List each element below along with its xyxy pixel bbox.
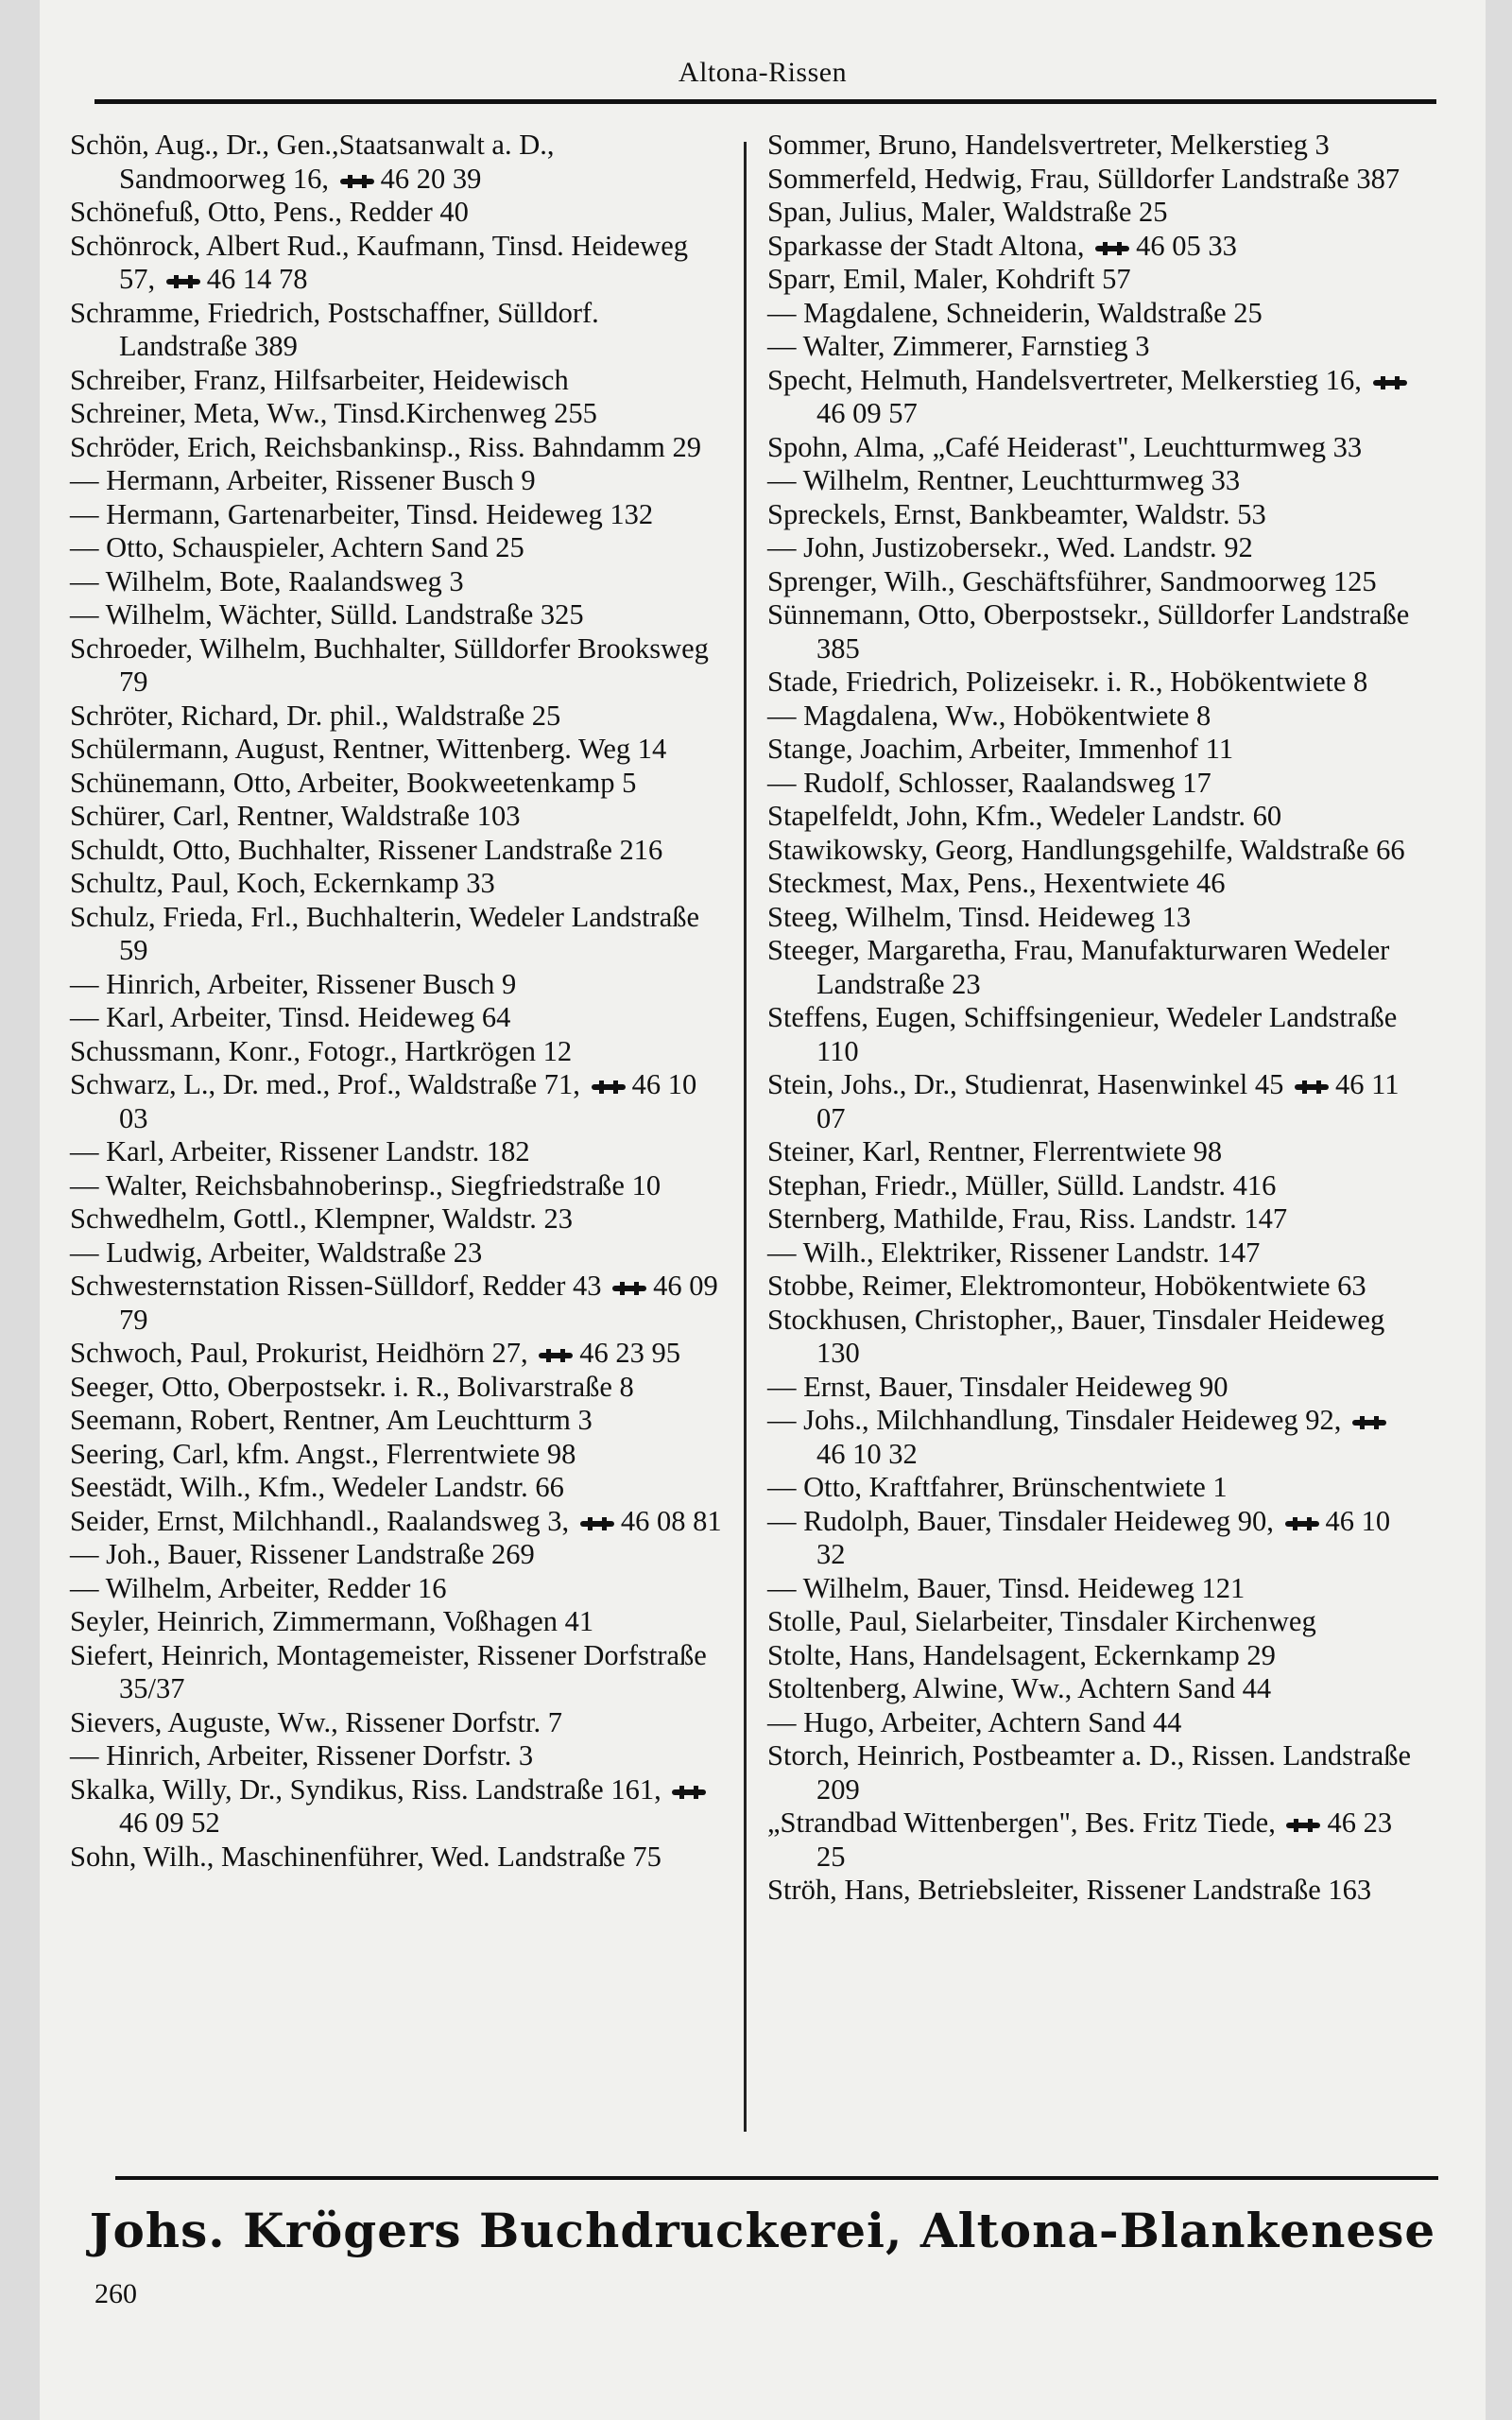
directory-entry: — Wilhelm, Wächter, Sülld. Landstraße 325 — [70, 598, 584, 631]
directory-entry: Skalka, Willy, Dr., Syndikus, Riss. Landstraße 161, 46 09 52 — [70, 1773, 722, 1841]
directory-entry: Sünnemann, Otto, Oberpostsekr., Sülldorfer Landstraße 385 — [767, 598, 1410, 665]
directory-entry: Sommer, Bruno, Handelsvertreter, Melkerstieg 3 — [767, 129, 1330, 161]
directory-entry: — John, Justizobersekr., Wed. Landstr. 92 — [767, 531, 1253, 563]
directory-entry: Ströh, Hans, Betriebsleiter, Rissener Landstraße 163 — [767, 1874, 1372, 1906]
directory-entry: Span, Julius, Maler, Waldstraße 25 — [767, 196, 1168, 228]
directory-entry: — Wilhelm, Bote, Raalandsweg 3 — [70, 564, 464, 597]
directory-entry: — Wilhelm, Rentner, Leuchtturmweg 33 — [767, 464, 1241, 496]
right-column — [767, 129, 1419, 1908]
directory-entry: — Magdalena, Ww., Hobökentwiete 8 — [767, 699, 1211, 732]
column-divider — [744, 142, 747, 2132]
directory-entry: Stange, Joachim, Arbeiter, Immenhof 11 — [767, 733, 1234, 765]
directory-entry: Stephan, Friedr., Müller, Sülld. Landstr. 416 — [767, 1168, 1277, 1201]
directory-entry: Stawikowsky, Georg, Handlungsgehilfe, Waldstraße 66 — [767, 833, 1405, 866]
telephone-icon — [1295, 1080, 1329, 1094]
directory-entry: Storch, Heinrich, Postbeamter a. D., Rissen. Landstraße 209 — [767, 1739, 1412, 1806]
footer-rule — [115, 2176, 1438, 2180]
directory-entry: Stade, Friedrich, Polizeisekr. i. R., Hobökentwiete 8 — [767, 666, 1368, 698]
directory-entry: — Otto, Kraftfahrer, Brünschentwiete 1 — [767, 1471, 1228, 1503]
directory-entry: — Wilhelm, Arbeiter, Redder 16 — [70, 1571, 447, 1604]
directory-entry: Schulz, Frieda, Frl., Buchhalterin, Wedeler Landstraße 59 — [70, 900, 700, 966]
directory-entry: Schröder, Erich, Reichsbankinsp., Riss. Bahndamm 29 — [70, 430, 701, 463]
directory-entry: Sparr, Emil, Maler, Kohdrift 57 — [767, 263, 1131, 295]
telephone-icon — [1352, 1416, 1386, 1429]
directory-entry: — Hugo, Arbeiter, Achtern Sand 44 — [767, 1705, 1182, 1738]
directory-entry: — Wilh., Elektriker, Rissener Landstr. 147 — [767, 1236, 1261, 1269]
directory-entry: — Magdalene, Schneiderin, Waldstraße 25 — [767, 296, 1263, 329]
directory-entry: Schwoch, Paul, Prokurist, Heidhörn 27, 46 23 95 — [70, 1337, 680, 1369]
directory-entry: „Strandbad Wittenbergen", Bes. Fritz Tiede, 46 23 25 — [767, 1806, 1393, 1873]
telephone-icon — [612, 1282, 646, 1295]
directory-entry: Schönefuß, Otto, Pens., Redder 40 — [70, 196, 469, 228]
directory-entry: Sievers, Auguste, Ww., Rissener Dorfstr. 7 — [70, 1705, 562, 1738]
directory-entry: — Johs., Milchhandlung, Tinsdaler Heideweg 92, 46 10 32 — [767, 1404, 1419, 1471]
directory-entry: Steeger, Margaretha, Frau, Manufakturwaren Wedeler Landstraße 23 — [767, 934, 1390, 1000]
directory-entry: — Joh., Bauer, Rissener Landstraße 269 — [70, 1538, 535, 1570]
telephone-icon — [1095, 242, 1129, 255]
directory-entry: Schuldt, Otto, Buchhalter, Rissener Landstraße 216 — [70, 833, 663, 866]
telephone-icon — [539, 1349, 573, 1362]
directory-entry: Spreckels, Ernst, Bankbeamter, Waldstr. 53 — [767, 497, 1266, 530]
directory-entry: Specht, Helmuth, Handelsvertreter, Melkerstieg 16, 46 09 57 — [767, 364, 1419, 431]
left-column — [70, 129, 722, 1874]
directory-entry: Sommerfeld, Hedwig, Frau, Sülldorfer Landstraße 387 — [767, 162, 1400, 195]
directory-entry: Seering, Carl, kfm. Angst., Flerrentwiete 98 — [70, 1437, 576, 1470]
directory-entry: Schürer, Carl, Rentner, Waldstraße 103 — [70, 800, 521, 832]
telephone-icon — [1286, 1819, 1320, 1832]
directory-entry: Schünemann, Otto, Arbeiter, Bookweetenkamp 5 — [70, 766, 637, 799]
directory-entry: Stapelfeldt, John, Kfm., Wedeler Landstr. 60 — [767, 800, 1282, 832]
directory-entry: Schussmann, Konr., Fotogr., Hartkrögen 12 — [70, 1034, 573, 1067]
directory-entry: Steeg, Wilhelm, Tinsd. Heideweg 13 — [767, 900, 1192, 933]
directory-entry: Stobbe, Reimer, Elektromonteur, Hobökentwiete 63 — [767, 1270, 1366, 1302]
directory-entry: Stolle, Paul, Sielarbeiter, Tinsdaler Kirchenweg — [767, 1605, 1316, 1637]
directory-entry: Schwesternstation Rissen-Sülldorf, Redder 43 46 09 79 — [70, 1270, 718, 1336]
directory-entry: Seider, Ernst, Milchhandl., Raalandsweg 3, 46 08 81 — [70, 1504, 722, 1537]
directory-entry: — Rudolph, Bauer, Tinsdaler Heideweg 90, 46 10 32 — [767, 1504, 1391, 1570]
telephone-icon — [166, 275, 200, 288]
directory-entry: Sternberg, Mathilde, Frau, Riss. Landstr. 147 — [767, 1202, 1288, 1235]
telephone-icon — [340, 175, 374, 188]
directory-entry: Steiner, Karl, Rentner, Flerrentwiete 98 — [767, 1135, 1223, 1167]
telephone-icon — [580, 1517, 614, 1530]
directory-entry: Seestädt, Wilh., Kfm., Wedeler Landstr. 66 — [70, 1471, 564, 1503]
directory-entry: Schroeder, Wilhelm, Buchhalter, Sülldorfer Brooksweg 79 — [70, 631, 709, 698]
directory-entry: Schülermann, August, Rentner, Wittenberg. Weg 14 — [70, 733, 667, 765]
directory-entry: — Karl, Arbeiter, Tinsd. Heideweg 64 — [70, 1001, 511, 1033]
directory-entry: Stoltenberg, Alwine, Ww., Achtern Sand 44 — [767, 1672, 1272, 1704]
directory-entry: Sparkasse der Stadt Altona, 46 05 33 — [767, 229, 1237, 262]
directory-entry: Stockhusen, Christopher,, Bauer, Tinsdaler Heideweg 130 — [767, 1303, 1385, 1369]
directory-entry: Schön, Aug., Dr., Gen.,Staatsanwalt a. D., Sandmoorweg 16, 46 20 39 — [70, 129, 555, 195]
directory-entry: — Otto, Schauspieler, Achtern Sand 25 — [70, 531, 524, 563]
page-number: 260 — [94, 2278, 137, 2309]
directory-entry: — Ernst, Bauer, Tinsdaler Heideweg 90 — [767, 1370, 1228, 1403]
directory-entry: — Walter, Zimmerer, Farnstieg 3 — [767, 330, 1150, 362]
directory-entry: Sohn, Wilh., Maschinenführer, Wed. Landstraße 75 — [70, 1840, 662, 1873]
telephone-icon — [1373, 376, 1407, 389]
printer-imprint: Johs. Krögers Buchdruckerei, Altona-Blankenese — [89, 2203, 1436, 2258]
directory-entry: — Ludwig, Arbeiter, Waldstraße 23 — [70, 1236, 483, 1269]
directory-entry: Schröter, Richard, Dr. phil., Waldstraße 25 — [70, 699, 561, 732]
directory-entry: — Walter, Reichsbahnoberinsp., Siegfriedstraße 10 — [70, 1168, 662, 1201]
directory-page — [40, 0, 1486, 2420]
directory-entry: Schreiner, Meta, Ww., Tinsd.Kirchenweg 255 — [70, 397, 597, 429]
directory-entry: — Hermann, Gartenarbeiter, Tinsd. Heideweg 132 — [70, 497, 654, 530]
directory-entry: — Wilhelm, Bauer, Tinsd. Heideweg 121 — [767, 1571, 1246, 1604]
directory-entry: — Hermann, Arbeiter, Rissener Busch 9 — [70, 464, 536, 496]
directory-entry: Stein, Johs., Dr., Studienrat, Hasenwinkel 45 46 11 07 — [767, 1068, 1400, 1134]
directory-entry: Stolte, Hans, Handelsagent, Eckernkamp 29 — [767, 1638, 1276, 1671]
running-head: Altona-Rissen — [678, 57, 848, 88]
telephone-icon — [592, 1080, 626, 1094]
directory-entry: Seemann, Robert, Rentner, Am Leuchtturm 3 — [70, 1404, 593, 1436]
telephone-icon — [672, 1786, 706, 1799]
directory-entry: Schwedhelm, Gottl., Klempner, Waldstr. 23 — [70, 1202, 573, 1235]
directory-entry: — Rudolf, Schlosser, Raalandsweg 17 — [767, 766, 1211, 799]
directory-entry: Seyler, Heinrich, Zimmermann, Voßhagen 41 — [70, 1605, 594, 1637]
directory-entry: — Hinrich, Arbeiter, Rissener Busch 9 — [70, 967, 517, 1000]
directory-entry: Steffens, Eugen, Schiffsingenieur, Wedeler Landstraße 110 — [767, 1001, 1398, 1067]
directory-entry: — Hinrich, Arbeiter, Rissener Dorfstr. 3 — [70, 1739, 534, 1772]
directory-entry: — Karl, Arbeiter, Rissener Landstr. 182 — [70, 1135, 530, 1167]
directory-entry: Schreiber, Franz, Hilfsarbeiter, Heidewisch — [70, 363, 569, 396]
header-rule — [94, 99, 1436, 104]
directory-entry: Spohn, Alma, „Café Heiderast", Leuchtturmweg 33 — [767, 430, 1363, 463]
directory-entry: Steckmest, Max, Pens., Hexentwiete 46 — [767, 867, 1226, 899]
directory-entry: Schönrock, Albert Rud., Kaufmann, Tinsd. Heideweg 57, 46 14 78 — [70, 229, 688, 295]
directory-entry: Seeger, Otto, Oberpostsekr. i. R., Bolivarstraße 8 — [70, 1370, 634, 1403]
directory-entry: Schultz, Paul, Koch, Eckernkamp 33 — [70, 867, 495, 899]
directory-entry: Schramme, Friedrich, Postschaffner, Sülldorf. Landstraße 389 — [70, 296, 599, 362]
directory-entry: Sprenger, Wilh., Geschäftsführer, Sandmoorweg 125 — [767, 564, 1377, 597]
telephone-icon — [1285, 1517, 1319, 1530]
directory-entry: Siefert, Heinrich, Montagemeister, Rissener Dorfstraße 35/37 — [70, 1638, 707, 1704]
directory-entry: Schwarz, L., Dr. med., Prof., Waldstraße 71, 46 10 03 — [70, 1068, 697, 1134]
